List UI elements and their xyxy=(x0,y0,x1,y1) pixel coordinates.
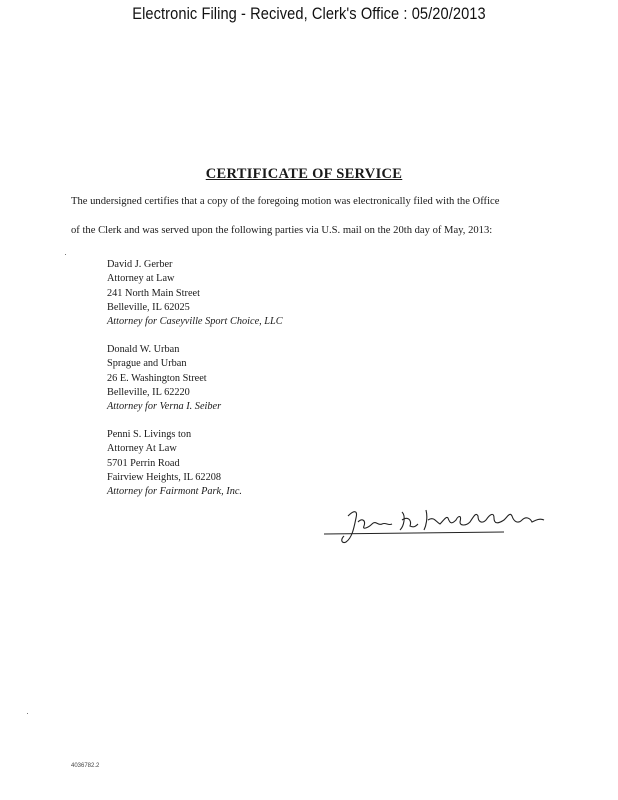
party-city: Belleville, IL 62025 xyxy=(107,301,190,313)
party-street: 26 E. Washington Street xyxy=(107,372,207,384)
party-role: Attorney for Fairmont Park, Inc. xyxy=(107,486,242,498)
scan-speck xyxy=(65,254,66,255)
certification-text-line-1: The undersigned certifies that a copy of the foregoing motion was electronically filed with the Office xyxy=(71,196,500,207)
party-name: Penni S. Livings ton xyxy=(107,429,192,440)
party-block-livingston xyxy=(107,428,242,499)
handwritten-signature xyxy=(318,498,558,548)
certification-text-line-2: of the Clerk and was served upon the following parties via U.S. mail on the 20th day of May, 2013: xyxy=(71,225,493,236)
party-street: 5701 Perrin Road xyxy=(107,457,180,469)
party-block-gerber xyxy=(107,258,283,329)
party-block-urban xyxy=(107,343,221,414)
party-title: Attorney At Law xyxy=(107,443,177,455)
certificate-title: CERTIFICATE OF SERVICE xyxy=(205,166,403,182)
scan-speck xyxy=(27,713,28,714)
party-city: Belleville, IL 62220 xyxy=(107,386,190,398)
party-role: Attorney for Caseyville Sport Choice, LLC xyxy=(107,316,283,328)
electronic-filing-stamp: Electronic Filing - Recived, Clerk's Office : 05/20/2013 xyxy=(132,4,486,23)
document-id: 4036782.2 xyxy=(71,763,100,769)
party-city: Fairview Heights, IL 62208 xyxy=(107,471,222,483)
party-name: David J. Gerber xyxy=(107,259,173,270)
party-role: Attorney for Verna I. Seiber xyxy=(107,401,222,413)
party-title: Sprague and Urban xyxy=(107,358,187,370)
party-street: 241 North Main Street xyxy=(107,287,200,299)
party-title: Attorney at Law xyxy=(107,273,175,285)
party-name: Donald W. Urban xyxy=(107,344,180,355)
